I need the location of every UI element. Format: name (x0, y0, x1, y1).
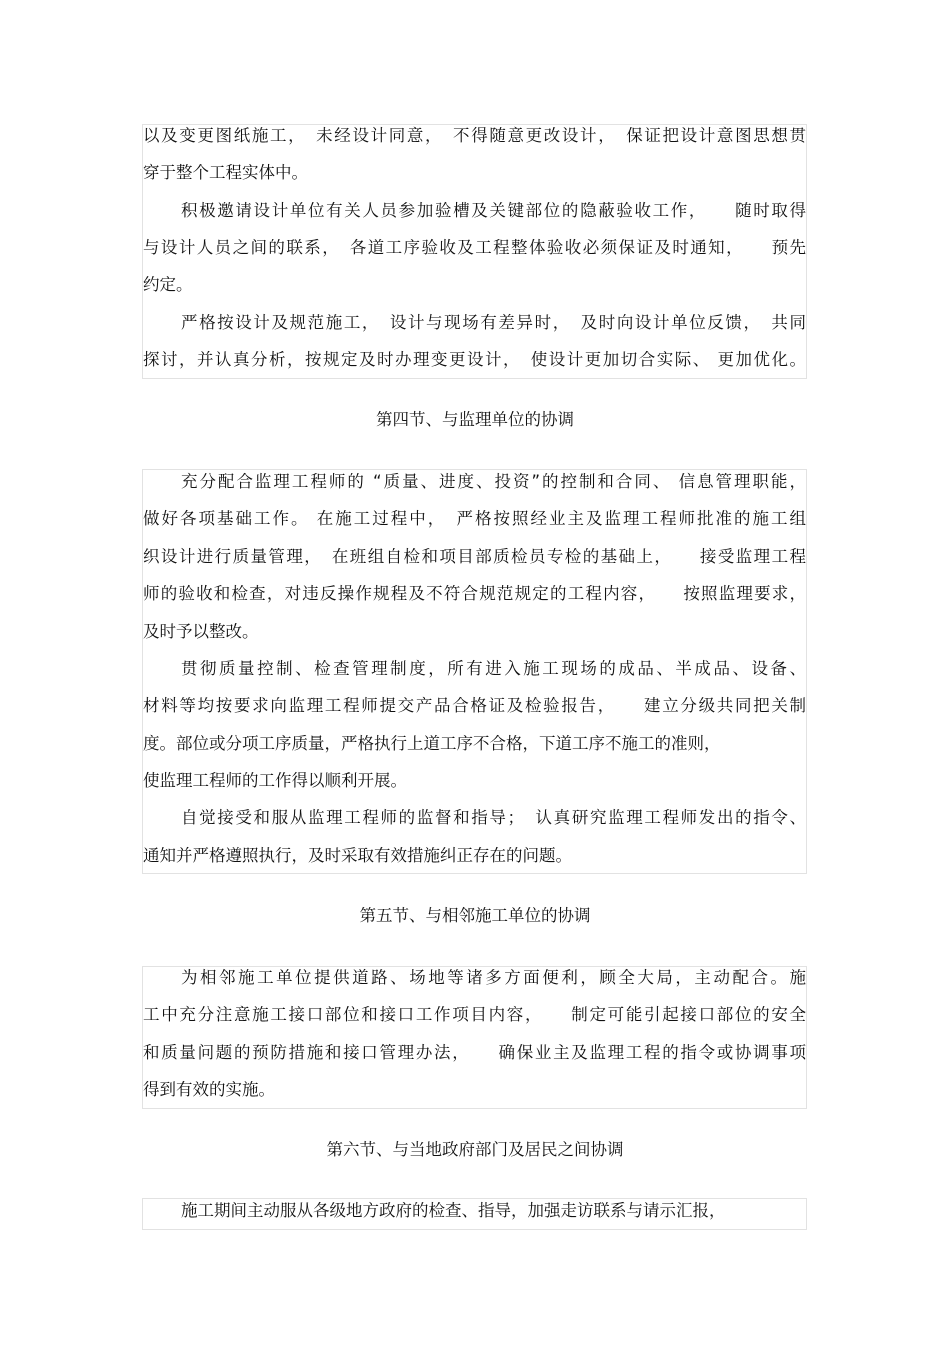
paragraph-line: 使监理工程师的工作得以顺利开展。 (143, 771, 407, 790)
section-heading: 第四节、与监理单位的协调 (376, 410, 574, 429)
paragraph-line: 穿于整个工程实体中。 (143, 163, 308, 182)
paragraph-line: 贯彻质量控制、检查管理制度，所有进入施工现场的成品、半成品、设备、 (181, 659, 806, 678)
paragraph-line: 约定。 (143, 275, 193, 294)
paragraph-line: 织设计进行质量管理， 在班组自检和项目部质检员专检的基础上， 接受监理工程 (143, 547, 806, 566)
paragraph-line: 以及变更图纸施工， 未经设计同意， 不得随意更改设计， 保证把设计意图思想贯 (143, 126, 806, 145)
paragraph-line: 严格按设计及规范施工， 设计与现场有差异时， 及时向设计单位反馈， 共同 (181, 313, 806, 332)
paragraph-line: 通知并严格遵照执行，及时采取有效措施纠正存在的问题。 (143, 846, 572, 865)
paragraph-line: 师的验收和检查，对违反操作规程及不符合规范规定的工程内容， 按照监理要求， (143, 584, 806, 603)
paragraph-line: 自觉接受和服从监理工程师的监督和指导； 认真研究监理工程师发出的指令、 (181, 808, 806, 827)
paragraph-line: 及时予以整改。 (143, 622, 259, 641)
paragraph-line: 与设计人员之间的联系， 各道工序验收及工程整体验收必须保证及时通知， 预先 (143, 238, 806, 257)
paragraph-line: 充分配合监理工程师的 “质量、进度、投资”的控制和合同、 信息管理职能， (181, 472, 806, 491)
paragraph-line: 探讨，并认真分析，按规定及时办理变更设计， 使设计更加切合实际、 更加优化。 (143, 350, 806, 369)
paragraph-line: 积极邀请设计单位有关人员参加验槽及关键部位的隐蔽验收工作， 随时取得 (181, 201, 806, 220)
paragraph-line: 为相邻施工单位提供道路、场地等诸多方面便利，顾全大局，主动配合。施 (181, 968, 806, 987)
paragraph-line: 做好各项基础工作。 在施工过程中， 严格按照经业主及监理工程师批准的施工组 (143, 509, 806, 528)
paragraph-line: 和质量问题的预防措施和接口管理办法， 确保业主及监理工程的指令或协调事项 (143, 1043, 806, 1062)
paragraph-line: 施工期间主动服从各级地方政府的检查、指导，加强走访联系与请示汇报， (181, 1201, 726, 1220)
section-heading: 第五节、与相邻施工单位的协调 (359, 906, 591, 925)
paragraph-line: 得到有效的实施。 (143, 1080, 275, 1099)
section-heading: 第六节、与当地政府部门及居民之间协调 (326, 1140, 624, 1159)
paragraph-line: 材料等均按要求向监理工程师提交产品合格证及检验报告， 建立分级共同把关制 (143, 696, 806, 715)
paragraph-line: 工中充分注意施工接口部位和接口工作项目内容， 制定可能引起接口部位的安全 (143, 1005, 806, 1024)
paragraph-line: 度。部位或分项工序质量，严格执行上道工序不合格，下道工序不施工的准则， (143, 734, 721, 753)
